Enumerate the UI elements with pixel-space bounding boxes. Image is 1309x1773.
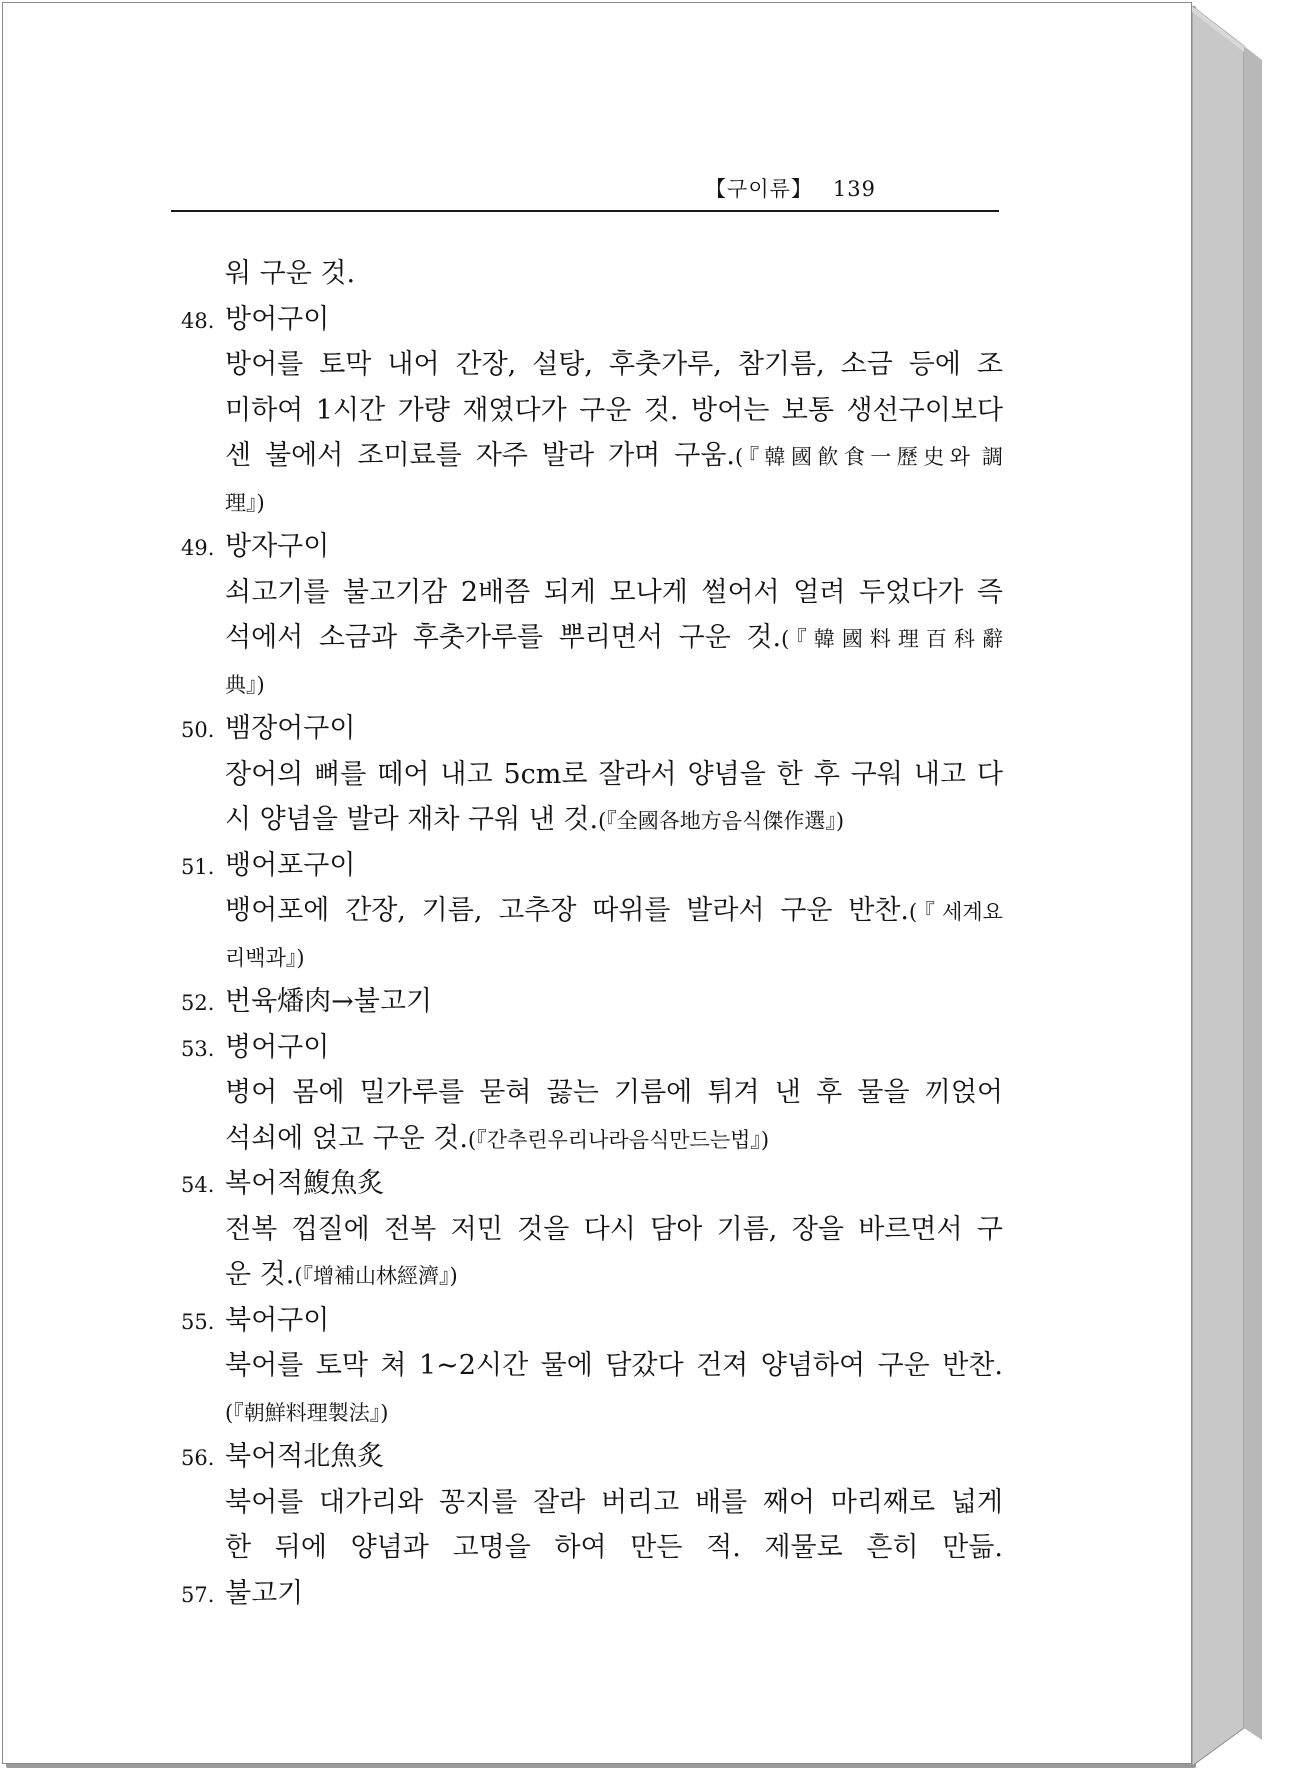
entry-text: 장어의 뼈를 떼어 내고 5cm로 잘라서 양념을 한 후 구워 내고 다	[225, 758, 1003, 790]
source-citation: (『朝鮮料理製法』)	[225, 1400, 389, 1425]
entry-number: 48.	[181, 308, 215, 333]
entry-heading	[181, 524, 1003, 570]
entry-title: 병어구이	[225, 1031, 330, 1063]
entry-text: 쇠고기를 불고기감 2배쯤 되게 모나게 썰어서 얼려 두었다가 즉	[225, 576, 1003, 608]
entry-heading	[181, 1434, 1003, 1480]
source-citation: 典』)	[225, 672, 265, 697]
entry-heading	[181, 979, 1003, 1025]
entry-title: 방자구이	[225, 531, 330, 562]
entry-text: 석쇠에 얹고 구운 것.	[225, 1122, 468, 1154]
entry-number: 54.	[181, 1173, 215, 1197]
entry-heading	[181, 297, 1003, 343]
entry-number: 55.	[181, 1309, 215, 1334]
entry-text-line	[181, 797, 1003, 843]
entry-heading	[181, 1571, 1003, 1617]
entry-text-line	[181, 1525, 1003, 1571]
entry-number: 53.	[181, 1036, 215, 1061]
source-citation: 理』)	[225, 490, 265, 515]
page-number: 139	[832, 177, 876, 201]
entry-text-line	[181, 570, 1003, 616]
entry-text-line	[181, 1480, 1003, 1526]
entry-text-line	[181, 1343, 1003, 1389]
entry-title: 북어구이	[225, 1304, 330, 1336]
header-rule	[171, 210, 999, 212]
entry-text: 시 양념을 발라 재차 구워 낸 것.	[225, 804, 599, 835]
entry-text-line	[181, 1116, 1003, 1162]
entry-text-line	[181, 479, 1003, 525]
entry-text-line	[181, 1070, 1003, 1116]
entry-text-line	[181, 1252, 1003, 1298]
entry-title: 불고기	[225, 1577, 304, 1609]
entry-text-line	[181, 1389, 1003, 1435]
entry-text: 워 구운 것.	[225, 258, 356, 289]
entry-text-line	[181, 342, 1003, 388]
entry-text-line	[181, 251, 1003, 297]
section-title: 【구이류】	[705, 177, 813, 201]
entry-title: 번육燔肉→불고기	[225, 986, 433, 1017]
entry-number: 56.	[181, 1446, 215, 1470]
entry-heading	[181, 843, 1003, 889]
entry-heading	[181, 1298, 1003, 1344]
entry-text-line	[181, 388, 1003, 434]
running-head	[705, 173, 876, 203]
entry-title: 뱅어포구이	[225, 849, 356, 881]
source-citation: (『韓國飮食一歷史와 調	[735, 445, 1003, 469]
entry-text-line	[181, 615, 1003, 661]
entry-title: 북어적北魚炙	[225, 1441, 385, 1472]
entry-text: 전복 껍질에 전복 저민 것을 다시 담아 기름, 장을 바르면서 구	[225, 1213, 1003, 1245]
entry-heading	[181, 1161, 1003, 1207]
entry-heading	[181, 1025, 1003, 1071]
entry-text-line	[181, 661, 1003, 707]
source-citation: (『세계요	[909, 900, 1004, 924]
entry-text-line	[181, 934, 1003, 980]
source-citation: (『全國各地方음식傑作選』)	[598, 809, 845, 833]
entry-number: 49.	[181, 536, 215, 560]
source-citation: 리백과』)	[225, 945, 305, 970]
entry-text: 운 것.	[225, 1259, 295, 1290]
entry-text: 센 불에서 조미료를 자주 발라 가며 구움.	[225, 440, 735, 471]
entry-text: 방어를 토막 내어 간장, 설탕, 후춧가루, 참기름, 소금 등에 조	[225, 349, 1003, 380]
entry-title: 뱀장어구이	[225, 713, 356, 744]
entry-text: 북어를 대가리와 꽁지를 잘라 버리고 배를 째어 마리째로 넓게	[225, 1486, 1003, 1518]
entry-number: 50.	[181, 718, 215, 742]
entry-text: 한 뒤에 양념과 고명을 하여 만든 적. 제물로 흔히 만듦.	[225, 1532, 1003, 1563]
entry-number: 51.	[181, 854, 215, 879]
source-citation: (『增補山林經濟』)	[294, 1264, 458, 1288]
entry-text: 석에서 소금과 후춧가루를 뿌리면서 구운 것.	[225, 622, 782, 653]
entry-text-line	[181, 888, 1003, 934]
entry-number: 52.	[181, 991, 215, 1015]
entry-text: 뱅어포에 간장, 기름, 고추장 따위를 발라서 구운 반찬.	[225, 895, 910, 926]
source-citation: (『韓國料理百科辭	[781, 627, 1003, 651]
entry-text: 병어 몸에 밀가루를 묻혀 끓는 기름에 튀겨 낸 후 물을 끼얹어	[225, 1077, 1003, 1108]
entry-text-line	[181, 433, 1003, 479]
entry-text: 북어를 토막 쳐 1~2시간 물에 담갔다 건져 양념하여 구운 반찬.	[225, 1350, 1003, 1381]
source-citation: (『간추린우리나라음식만드는법』)	[468, 1127, 770, 1152]
entry-title: 방어구이	[225, 303, 330, 335]
entry-heading	[181, 706, 1003, 752]
page-body	[181, 251, 1003, 1616]
entry-text-line	[181, 1207, 1003, 1253]
book-page	[2, 2, 1192, 1764]
entry-number: 57.	[181, 1582, 215, 1607]
entry-title: 복어적鰒魚炙	[225, 1168, 385, 1199]
entry-text-line	[181, 752, 1003, 798]
entry-text: 미하여 1시간 가량 재였다가 구운 것. 방어는 보통 생선구이보다	[225, 394, 1003, 426]
